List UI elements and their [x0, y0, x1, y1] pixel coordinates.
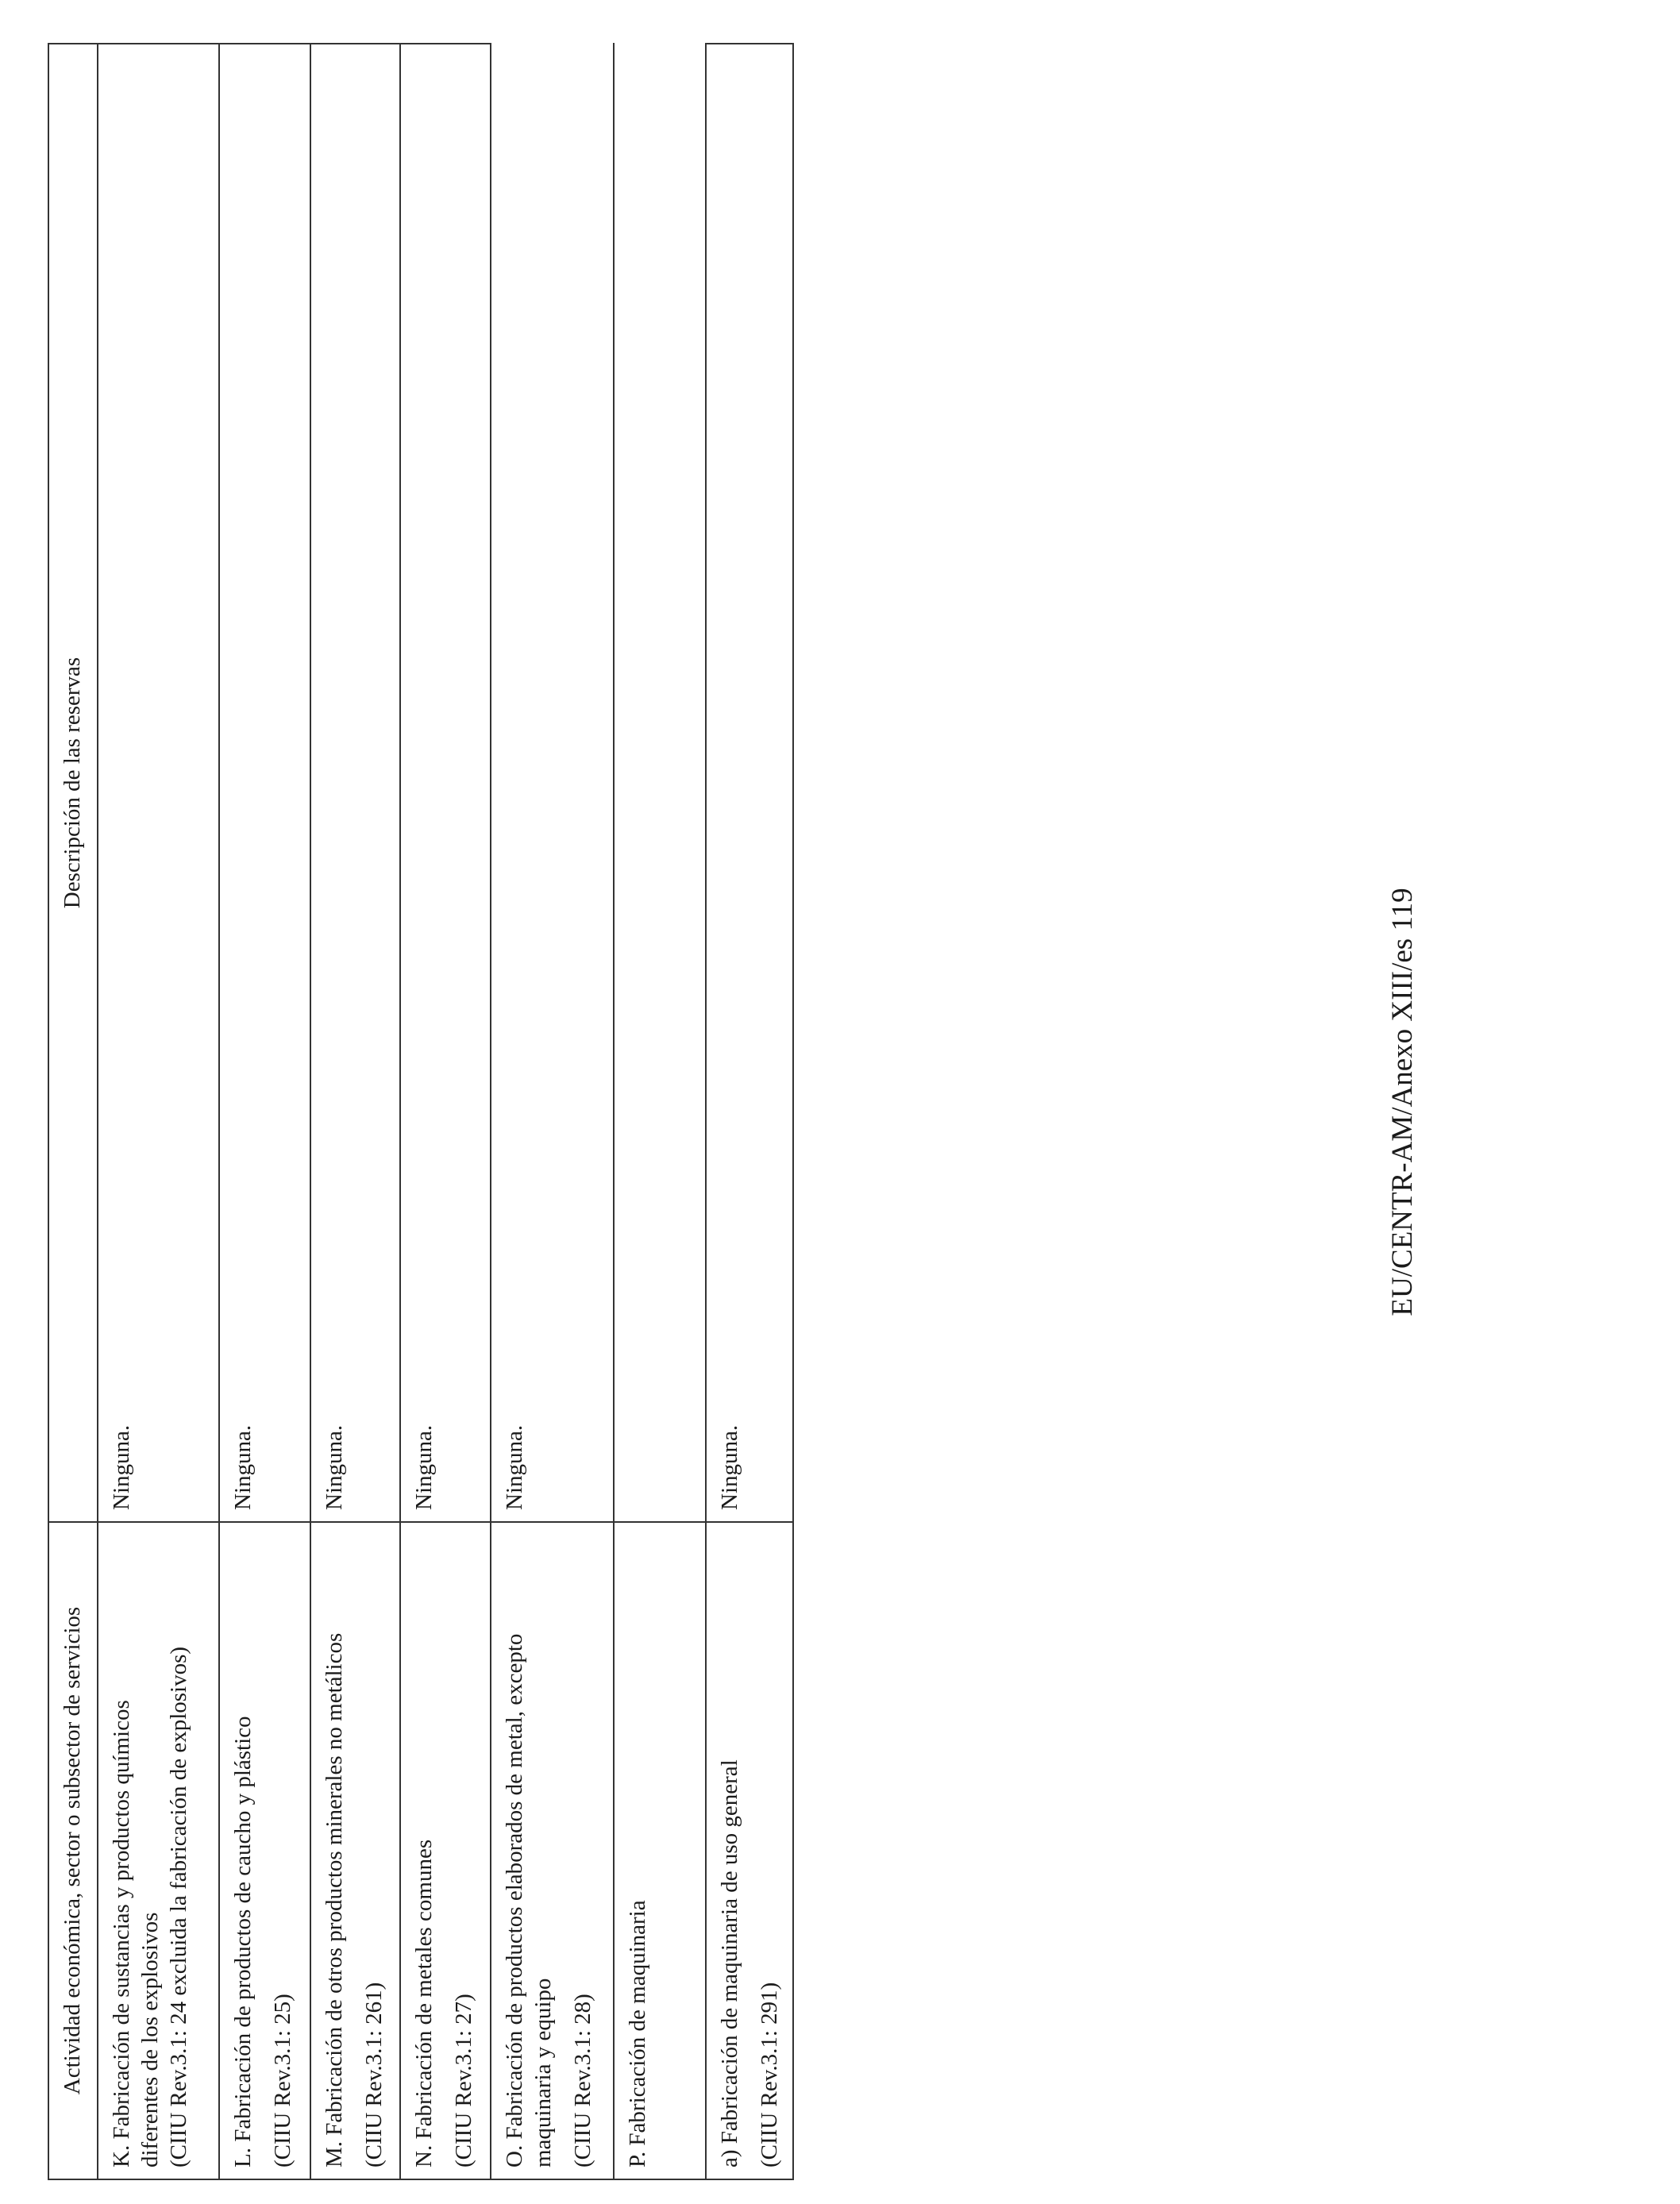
page-footer-reference: EU/CENTR-AM/Anexo XIII/es 119 [1386, 888, 1419, 1316]
activity-cell [614, 1522, 706, 2179]
reservations-table [48, 43, 794, 2180]
description-cell: Ninguna. [310, 44, 400, 1522]
table-row [310, 44, 400, 2179]
ciiu-code: (CIIU Rev.3.1: 291) [756, 1982, 782, 2167]
activity-cell [98, 1522, 219, 2179]
header-activity: Actividad económica, sector o subsector de servicios [48, 1522, 98, 2179]
description-cell: Ninguna. [491, 44, 614, 1522]
description-cell: Ninguna. [98, 44, 219, 1522]
ciiu-code: (CIIU Rev.3.1: 261) [360, 1982, 387, 2167]
activity-line: O. Fabricación de productos elaborados de metal, excepto [501, 1633, 527, 2167]
description-cell: Ninguna. [219, 44, 310, 1522]
table-row [491, 44, 614, 2179]
table-row [400, 44, 491, 2179]
description-cell: Ninguna. [400, 44, 491, 1522]
ciiu-code: (CIIU Rev.3.1: 24 excluida la fabricación de explosivos) [165, 1646, 191, 2167]
activity-line: K. Fabricación de sustancias y productos químicos [108, 1700, 134, 2167]
description-cell [614, 44, 706, 1522]
ciiu-code: (CIIU Rev.3.1: 25) [269, 1994, 295, 2167]
activity-cell [219, 1522, 310, 2179]
table-row [219, 44, 310, 2179]
activity-cell [491, 1522, 614, 2179]
table-header-row [48, 44, 98, 2179]
header-description: Descripción de las reservas [48, 44, 98, 1522]
activity-cell [706, 1522, 793, 2179]
activity-line: P. Fabricación de maquinaria [624, 1900, 650, 2167]
activity-line: N. Fabricación de metales comunes [410, 1839, 437, 2167]
activity-line: a) Fabricación de maquinaria de uso general [716, 1759, 742, 2167]
activity-cell [400, 1522, 491, 2179]
table-row [614, 44, 706, 2179]
table-row [706, 44, 793, 2179]
activity-line: maquinaria y equipo [530, 1978, 556, 2167]
activity-line: L. Fabricación de productos de caucho y plástico [229, 1716, 256, 2167]
activity-line: M. Fabricación de otros productos minerales no metálicos [321, 1632, 347, 2167]
table-row [98, 44, 219, 2179]
description-cell: Ninguna. [706, 44, 793, 1522]
ciiu-code: (CIIU Rev.3.1: 28) [569, 1994, 595, 2167]
activity-cell [310, 1522, 400, 2179]
ciiu-code: (CIIU Rev.3.1: 27) [450, 1994, 476, 2167]
activity-line: diferentes de los explosivos [137, 1912, 163, 2167]
